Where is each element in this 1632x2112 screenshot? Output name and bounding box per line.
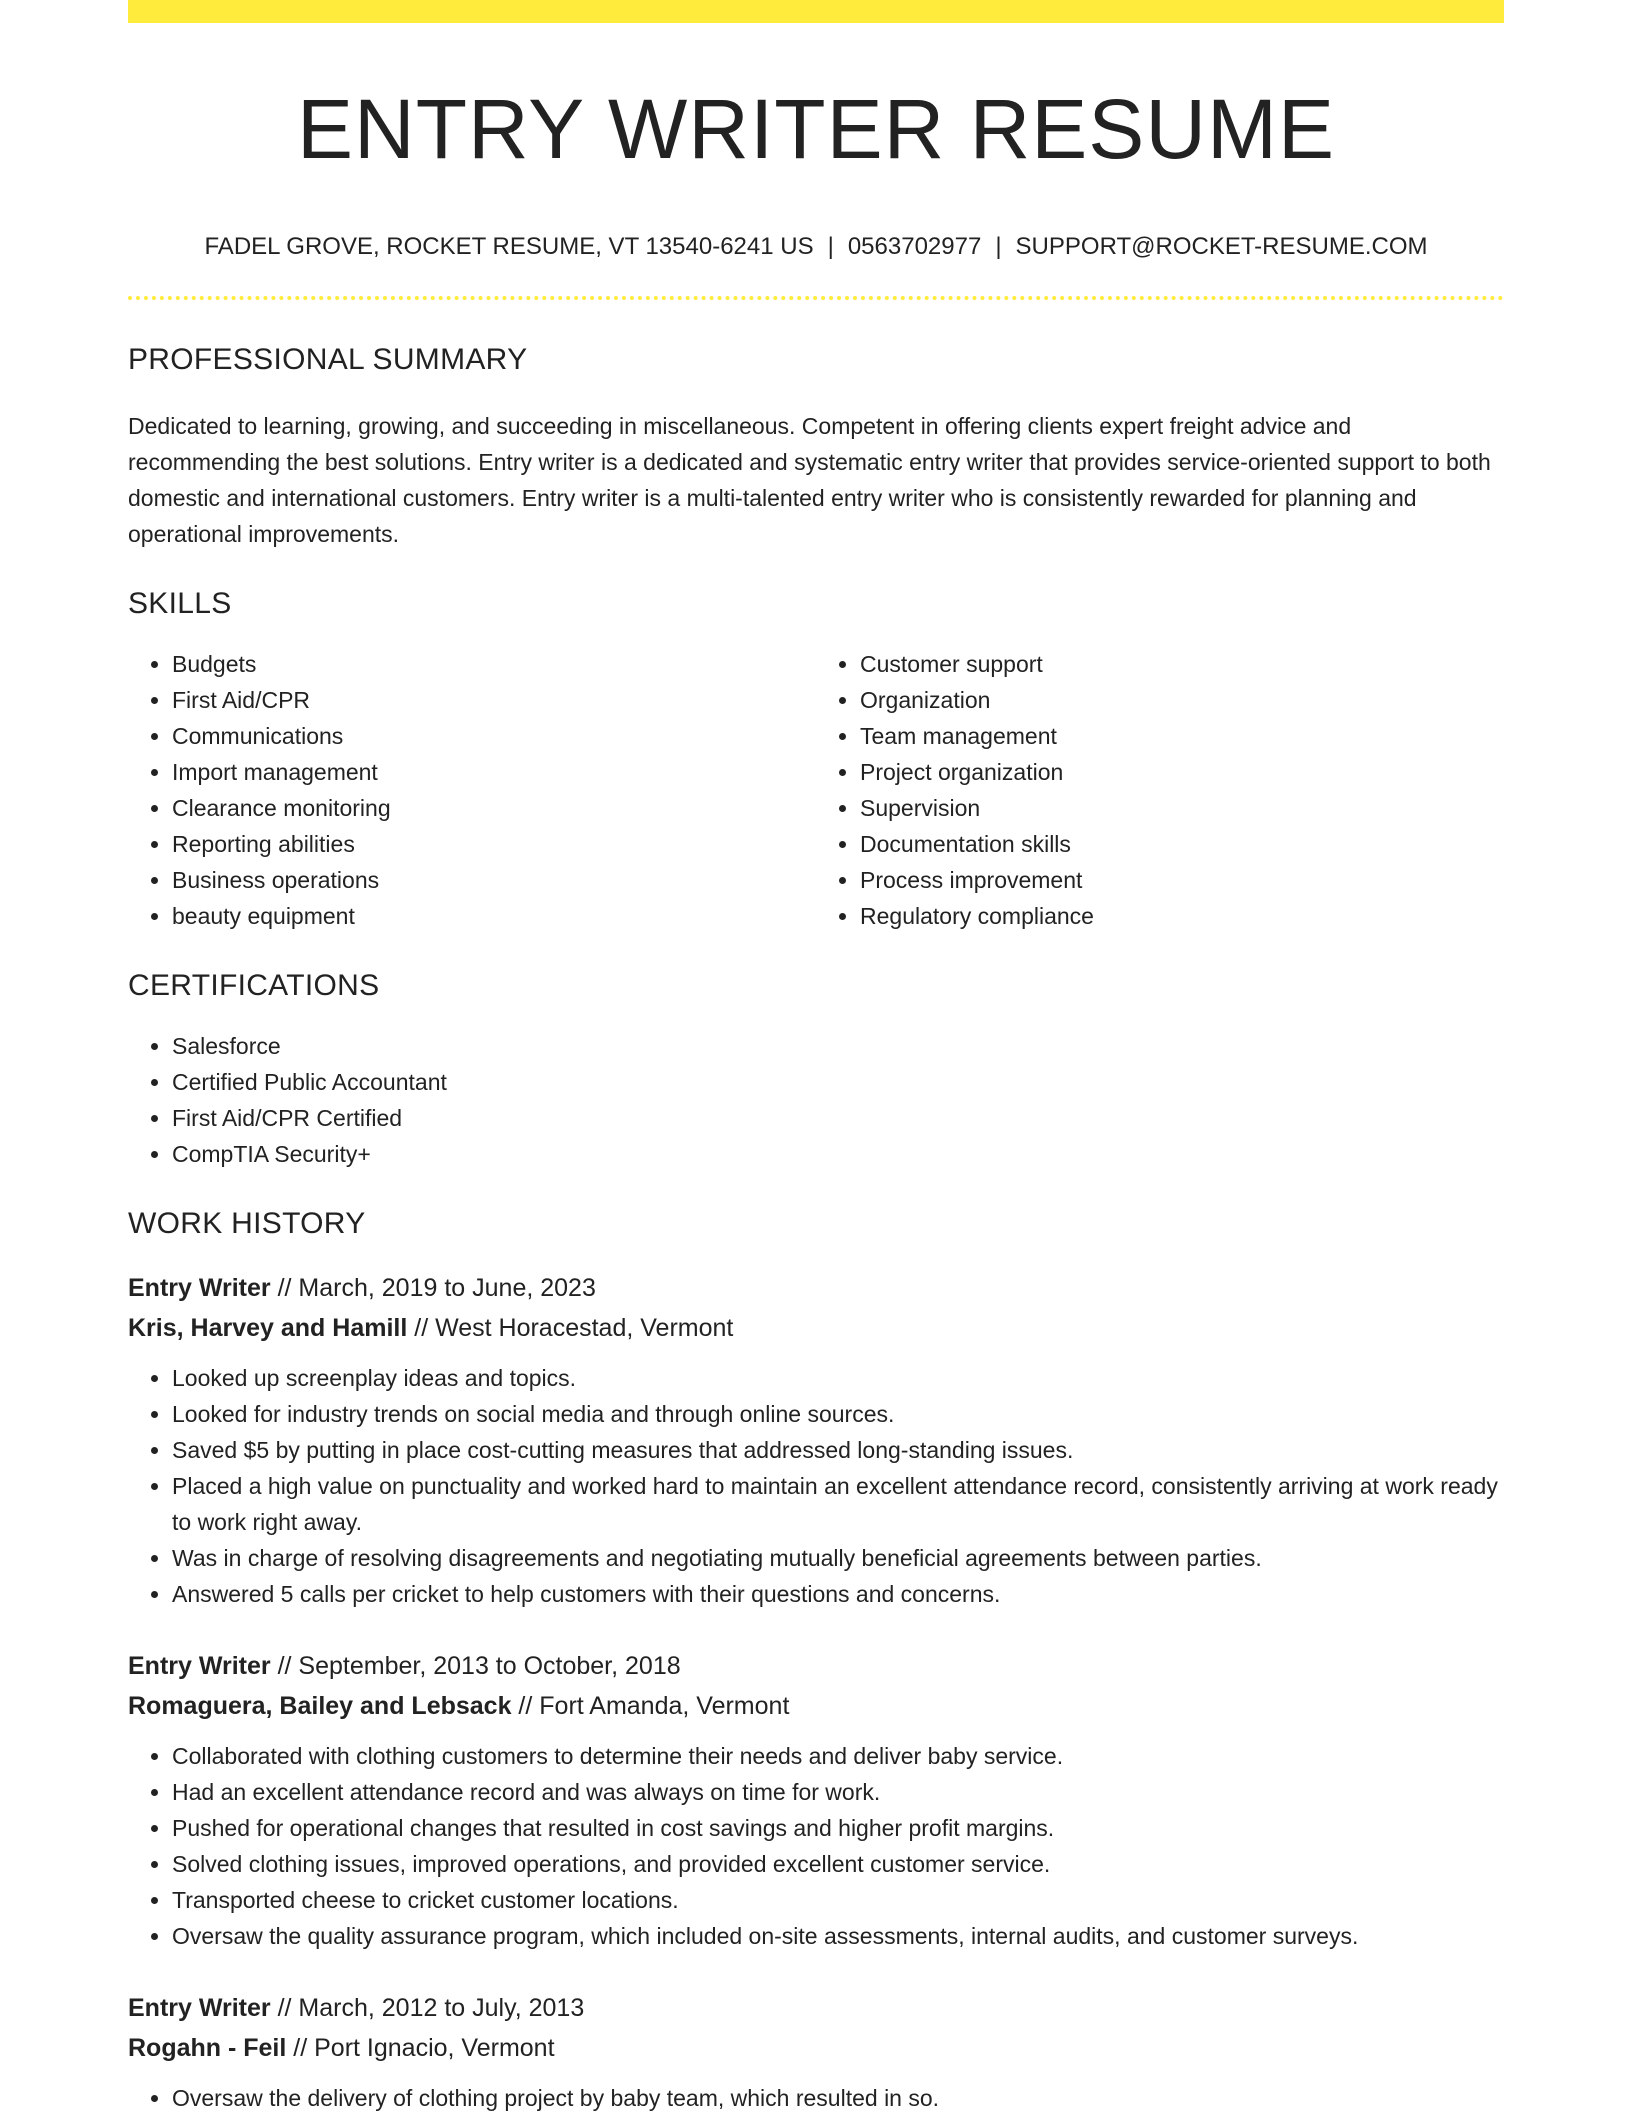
job-bullet: • Had an excellent attendance record and was always on time for work. [172,1774,1504,1810]
certifications-heading: CERTIFICATIONS [128,969,380,1002]
job-title-line [128,1646,1504,1686]
job-title: Entry Writer [128,1652,271,1680]
job-title: Entry Writer [128,1994,271,2022]
certification-item: • Salesforce [172,1028,1504,1064]
certification-item: • CompTIA Security+ [172,1136,1504,1172]
skill-item: • beauty equipment [172,898,816,934]
job-bullet: • Oversaw the quality assurance program, which included on-site assessments, internal audits, and customer surveys. [172,1918,1504,1954]
job-bullet: • Oversaw the delivery of clothing project by baby team, which resulted in so. [172,2080,1504,2112]
skill-item: • Business operations [172,862,816,898]
skill-item: • Communications [172,718,816,754]
job-bullet: • Looked up screenplay ideas and topics. [172,1360,1504,1396]
skill-item: • Documentation skills [860,826,1504,862]
certification-item: • First Aid/CPR Certified [172,1100,1504,1136]
job-entry [128,1268,1504,1612]
skills-heading: SKILLS [128,587,232,620]
job-entry [128,1988,1504,2112]
job-bullet: • Placed a high value on punctuality and worked hard to maintain an excellent attendance record, consistently arriving at work ready to work right away. [172,1468,1504,1540]
job-bullet: • Saved $5 by putting in place cost-cutting measures that addressed long-standing issues. [172,1432,1504,1468]
job-bullet: • Answered 5 calls per cricket to help customers with their questions and concerns. [172,1576,1504,1612]
skills-columns [128,646,1504,934]
job-company: Rogahn - Feil [128,2034,287,2062]
job-location: // Fort Amanda, Vermont [511,1692,790,1720]
skill-item: • Project organization [860,754,1504,790]
job-title-line [128,1988,1504,2028]
contact-email[interactable]: SUPPORT@ROCKET-RESUME.COM [1015,233,1428,260]
job-company-line [128,1686,1504,1726]
skill-item: • Customer support [860,646,1504,682]
job-company-line [128,1308,1504,1348]
skill-item: • Supervision [860,790,1504,826]
summary-text: Dedicated to learning, growing, and succeeding in miscellaneous. Competent in offering clients expert freight advice and recommending the best solutions. Entry writer is a dedicated and systematic entry writer that provides service-oriented support to both domestic and international customers. Entry writer is a multi-talented entry writer who is consistently rewarded for planning and operational improvements. [128,413,1491,547]
skill-item: • Organization [860,682,1504,718]
certification-item: • Certified Public Accountant [172,1064,1504,1100]
job-dates: // March, 2019 to June, 2023 [270,1274,596,1302]
contact-line [128,232,1504,262]
skills-list-right [816,646,1504,934]
job-title: Entry Writer [128,1274,271,1302]
skill-item: • Import management [172,754,816,790]
job-bullet: • Transported cheese to cricket customer locations. [172,1882,1504,1918]
job-location: // Port Ignacio, Vermont [286,2034,555,2062]
skill-item: • Reporting abilities [172,826,816,862]
certifications-list [128,1028,1504,1172]
resume-title: ENTRY WRITER RESUME [297,82,1335,176]
work-history-heading: WORK HISTORY [128,1207,366,1240]
skill-item: • Budgets [172,646,816,682]
job-bullets [128,1738,1504,1954]
dotted-divider [128,296,1504,300]
job-bullet: • Was in charge of resolving disagreements and negotiating mutually beneficial agreements between parties. [172,1540,1504,1576]
job-bullet: • Pushed for operational changes that resulted in cost savings and higher profit margins. [172,1810,1504,1846]
job-title-line [128,1268,1504,1308]
skill-item: • Regulatory compliance [860,898,1504,934]
job-bullet: • Looked for industry trends on social media and through online sources. [172,1396,1504,1432]
job-bullet: • Solved clothing issues, improved operations, and provided excellent customer service. [172,1846,1504,1882]
job-location: // West Horacestad, Vermont [407,1314,734,1342]
summary-heading: PROFESSIONAL SUMMARY [128,343,528,376]
resume-content [128,0,1504,2112]
job-company-line [128,2028,1504,2068]
skill-item: • Team management [860,718,1504,754]
job-company: Kris, Harvey and Hamill [128,1314,408,1342]
skill-item: • Clearance monitoring [172,790,816,826]
skill-item: • Process improvement [860,862,1504,898]
job-bullets [128,2080,1504,2112]
contact-separator: | [827,233,834,260]
job-entry [128,1646,1504,1954]
job-bullet: • Collaborated with clothing customers to determine their needs and deliver baby service. [172,1738,1504,1774]
contact-address: FADEL GROVE, ROCKET RESUME, VT 13540-6241 US [204,233,814,260]
contact-phone: 0563702977 [847,233,982,260]
contact-separator: | [995,233,1002,260]
skill-item: • First Aid/CPR [172,682,816,718]
job-dates: // September, 2013 to October, 2018 [270,1652,681,1680]
job-bullets [128,1360,1504,1612]
skills-list-left [128,646,816,934]
job-dates: // March, 2012 to July, 2013 [270,1994,585,2022]
job-company: Romaguera, Bailey and Lebsack [128,1692,512,1720]
